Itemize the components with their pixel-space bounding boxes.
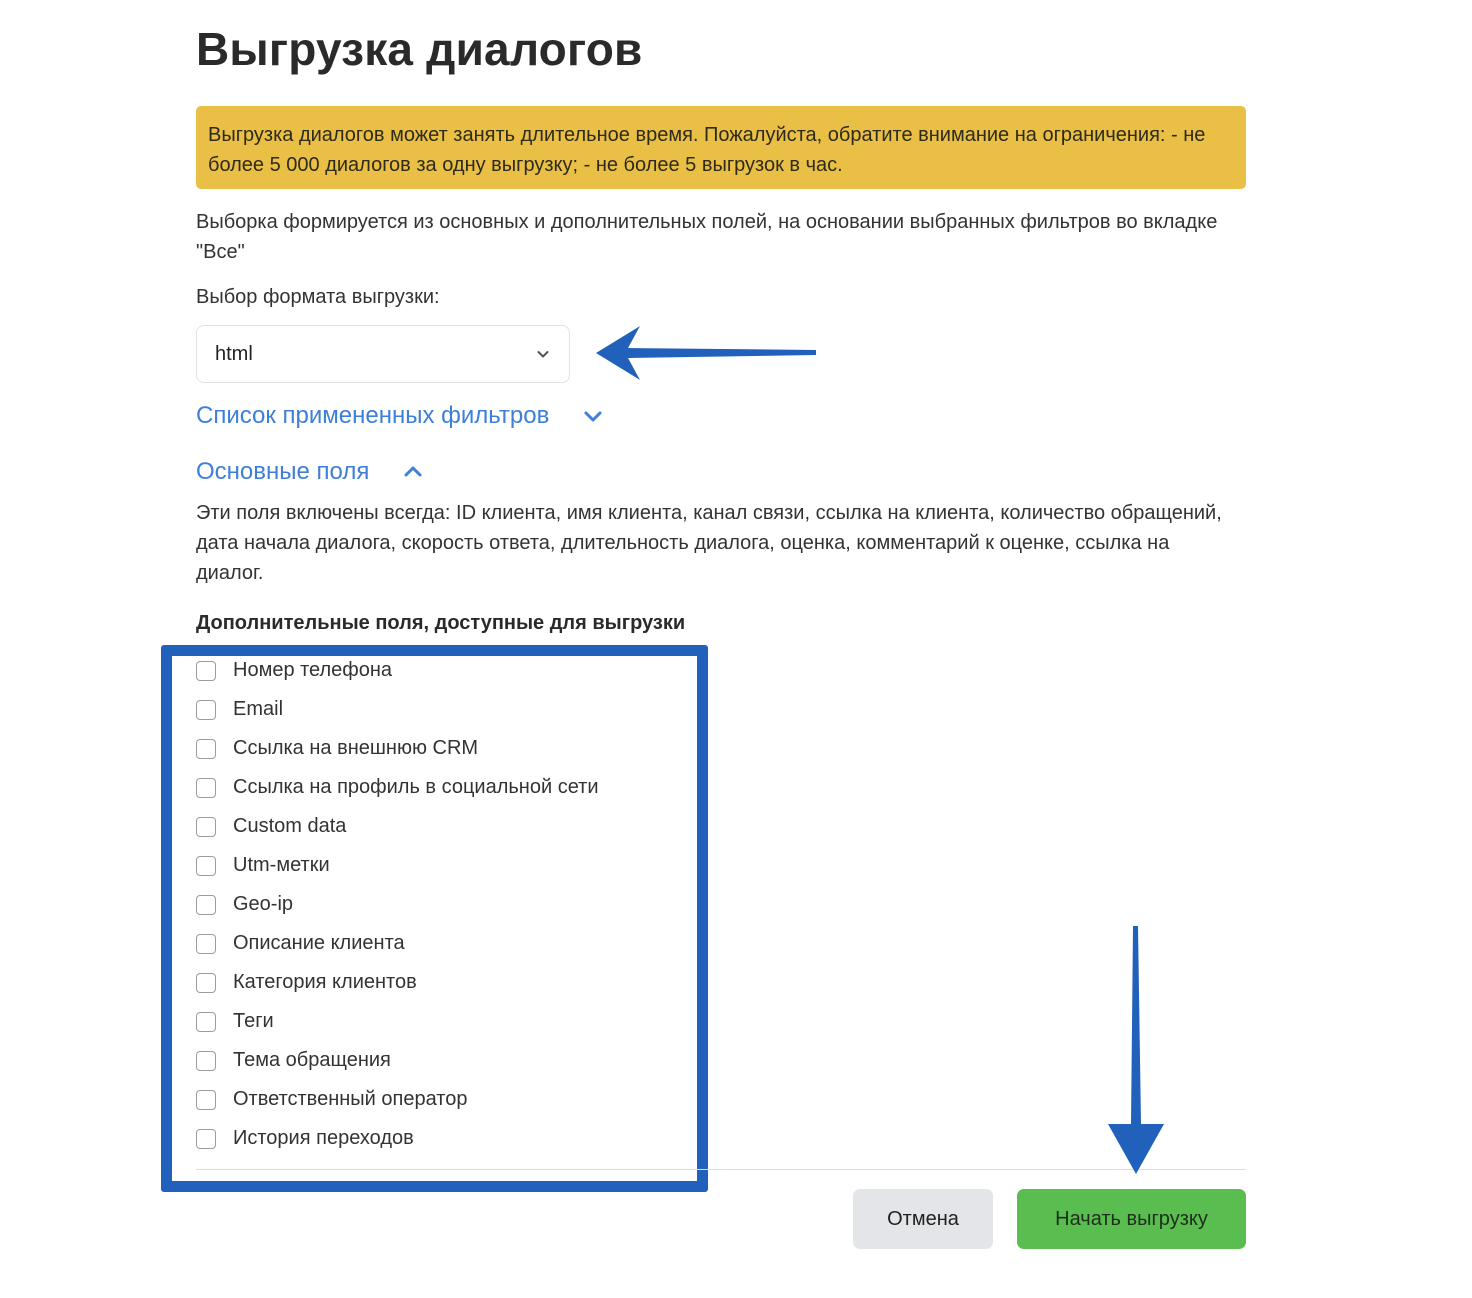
extra-field-item[interactable] xyxy=(196,924,599,963)
extra-field-item[interactable] xyxy=(196,1002,599,1041)
extra-field-item[interactable] xyxy=(196,1119,599,1158)
extra-field-item[interactable] xyxy=(196,807,599,846)
checkbox[interactable] xyxy=(196,934,216,954)
checkbox-label: Тема обращения xyxy=(233,1049,391,1071)
checkbox-label: Custom data xyxy=(233,815,347,837)
chevron-down-icon xyxy=(535,346,551,362)
checkbox-label: История переходов xyxy=(233,1127,414,1149)
checkbox-label: Utm-метки xyxy=(233,854,330,876)
checkbox-label: Ссылка на профиль в социальной сети xyxy=(233,776,599,798)
annotation-arrow-down-icon xyxy=(1106,924,1166,1178)
annotation-arrow-left-icon xyxy=(588,322,824,384)
applied-filters-toggle[interactable] xyxy=(196,402,603,430)
checkbox[interactable] xyxy=(196,1090,216,1110)
checkbox[interactable] xyxy=(196,739,216,759)
checkbox-label: Ответственный оператор xyxy=(233,1088,468,1110)
checkbox[interactable] xyxy=(196,1012,216,1032)
chevron-up-icon xyxy=(403,462,423,482)
checkbox-label: Ссылка на внешнюю CRM xyxy=(233,737,479,759)
checkbox[interactable] xyxy=(196,856,216,876)
checkbox-label: Теги xyxy=(233,1010,274,1032)
extra-field-item[interactable] xyxy=(196,729,599,768)
checkbox-label: Номер телефона xyxy=(233,659,393,681)
extra-fields-title: Дополнительные поля, доступные для выгрузки xyxy=(196,612,686,634)
cancel-button[interactable]: Отмена xyxy=(853,1189,993,1249)
checkbox-label: Категория клиентов xyxy=(233,971,417,993)
extra-field-item[interactable] xyxy=(196,846,599,885)
format-label: Выбор формата выгрузки: xyxy=(196,286,440,308)
checkbox[interactable] xyxy=(196,700,216,720)
checkbox[interactable] xyxy=(196,1051,216,1071)
extra-field-item[interactable] xyxy=(196,690,599,729)
checkbox[interactable] xyxy=(196,817,216,837)
start-export-button[interactable]: Начать выгрузку xyxy=(1017,1189,1246,1249)
checkbox-label: Geo-ip xyxy=(233,893,294,915)
checkbox[interactable] xyxy=(196,778,216,798)
checkbox[interactable] xyxy=(196,661,216,681)
applied-filters-label: Список примененных фильтров xyxy=(196,402,550,429)
extra-field-item[interactable] xyxy=(196,1080,599,1119)
checkbox[interactable] xyxy=(196,1129,216,1149)
extra-field-item[interactable] xyxy=(196,885,599,924)
chevron-down-icon xyxy=(583,406,603,426)
extra-field-item[interactable] xyxy=(196,651,599,690)
basic-fields-description: Эти поля включены всегда: ID клиента, имя клиента, канал связи, ссылка на клиента, количество обращений, дата начала диалога, скорость ответа, длительность диалога, оценка, комментарий к оценке, ссылка на диалог. xyxy=(196,502,1222,584)
format-select[interactable] xyxy=(196,325,570,383)
basic-fields-label: Основные поля xyxy=(196,458,370,485)
extra-field-item[interactable] xyxy=(196,1041,599,1080)
checkbox-label: Email xyxy=(233,698,284,720)
footer-divider xyxy=(196,1169,1246,1170)
page-title: Выгрузка диалогов xyxy=(196,23,643,75)
limits-warning: Выгрузка диалогов может занять длительное время. Пожалуйста, обратите внимание на ограничения: - не более 5 000 диалогов за одну выгрузку; - не более 5 выгрузок в час. xyxy=(196,106,1246,189)
selection-description: Выборка формируется из основных и дополнительных полей, на основании выбранных фильтров во вкладке "Все" xyxy=(196,211,1218,263)
format-select-value: html xyxy=(215,342,253,365)
extra-field-item[interactable] xyxy=(196,963,599,1002)
basic-fields-toggle[interactable] xyxy=(196,458,423,486)
extra-fields-list xyxy=(196,651,599,1158)
extra-field-item[interactable] xyxy=(196,768,599,807)
checkbox-label: Описание клиента xyxy=(233,932,405,954)
checkbox[interactable] xyxy=(196,973,216,993)
checkbox[interactable] xyxy=(196,895,216,915)
